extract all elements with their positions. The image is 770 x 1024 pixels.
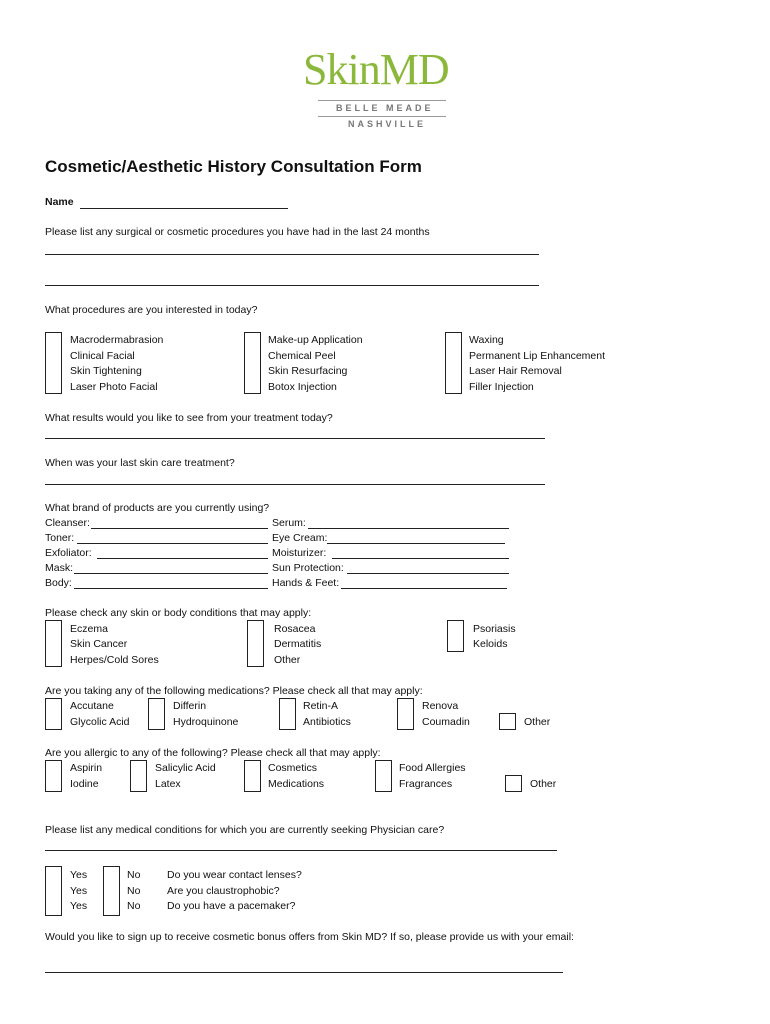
brand-label: Hands & Feet: [272,577,340,589]
medication-option: Hydroquinone [173,716,239,728]
allergy-option: Medications [268,778,325,790]
brand-label: Body: [45,577,72,589]
brand-label: Exfoliator: [45,547,92,559]
name-label: Name [45,196,74,208]
no-label: No [127,869,141,881]
page-title: Cosmetic/Aesthetic History Consultation Form [45,157,422,176]
allergy-option: Latex [155,778,181,790]
brand-field[interactable] [97,558,268,559]
condition-option: Dermatitis [274,638,322,650]
brand-field[interactable] [341,588,507,589]
brand-field[interactable] [91,528,268,529]
allergies-col3-checkbox[interactable] [244,760,261,792]
brand-field[interactable] [74,573,268,574]
brand-field[interactable] [332,558,509,559]
medication-option: Accutane [70,700,114,712]
brand-field[interactable] [308,528,509,529]
yesno-question: Do you wear contact lenses? [167,869,302,881]
logo: SkinMD [303,45,449,94]
conditions-col1-checkbox[interactable] [45,620,62,667]
allergies-col2-checkbox[interactable] [130,760,147,792]
procedure-option: Skin Tightening [70,365,142,377]
results-line[interactable] [45,438,545,439]
brand-label: Sun Protection: [272,562,344,574]
brand-label: Serum: [272,517,306,529]
medications-other-checkbox[interactable] [499,713,516,730]
allergy-option: Iodine [70,778,99,790]
procedures-24-line-2[interactable] [45,285,539,286]
brand-label: Toner: [45,532,75,544]
allergy-option: Salicylic Acid [155,762,216,774]
condition-option: Rosacea [274,623,316,635]
allergies-other-checkbox[interactable] [505,775,522,792]
conditions-col3-checkbox[interactable] [447,620,464,652]
medication-option: Differin [173,700,207,712]
conditions-col2-checkbox[interactable] [247,620,264,667]
procedure-option: Filler Injection [469,381,534,393]
brand-label: Eye Cream: [272,532,328,544]
procedure-option: Clinical Facial [70,350,135,362]
procedure-option: Make-up Application [268,334,363,346]
brand-label: Cleanser: [45,517,90,529]
logo-divider-top [318,100,446,101]
question-medications: Are you taking any of the following medications? Please check all that may apply: [45,685,423,697]
question-email: Would you like to sign up to receive cosmetic bonus offers from Skin MD? If so, please provide us with your email: [45,931,574,943]
question-results: What results would you like to see from your treatment today? [45,412,333,424]
medication-option: Glycolic Acid [70,716,130,728]
procedure-option: Laser Photo Facial [70,381,158,393]
question-procedures-24: Please list any surgical or cosmetic procedures you have had in the last 24 months [45,226,430,238]
procedures-col1-checkbox[interactable] [45,332,62,394]
medication-other-label: Other [524,716,551,728]
brand-field[interactable] [77,543,268,544]
brand-field[interactable] [74,588,268,589]
medications-col3-checkbox[interactable] [279,698,296,730]
question-allergic: Are you allergic to any of the following? Please check all that may apply: [45,747,381,759]
medication-option: Antibiotics [303,716,351,728]
procedure-option: Skin Resurfacing [268,365,348,377]
procedure-option: Chemical Peel [268,350,336,362]
allergy-option: Food Allergies [399,762,466,774]
last-treatment-line[interactable] [45,484,545,485]
allergy-option: Aspirin [70,762,103,774]
email-line[interactable] [45,972,563,973]
allergies-col1-checkbox[interactable] [45,760,62,792]
condition-option: Other [274,654,301,666]
condition-option: Eczema [70,623,108,635]
brand-label: Mask: [45,562,74,574]
no-label: No [127,900,141,912]
condition-option: Psoriasis [473,623,516,635]
allergies-col4-checkbox[interactable] [375,760,392,792]
condition-option: Keloids [473,638,508,650]
name-field[interactable] [80,208,288,209]
brand-label: Moisturizer: [272,547,327,559]
allergy-option: Fragrances [399,778,453,790]
yes-label: Yes [70,900,88,912]
procedure-option: Laser Hair Removal [469,365,562,377]
question-interested: What procedures are you interested in today? [45,304,258,316]
procedures-col2-checkbox[interactable] [244,332,261,394]
question-last-treatment: When was your last skin care treatment? [45,457,235,469]
yes-label: Yes [70,885,88,897]
question-conditions: Please check any skin or body conditions that may apply: [45,607,312,619]
question-brand: What brand of products are you currently using? [45,502,270,514]
allergy-other-label: Other [530,778,557,790]
procedure-option: Permanent Lip Enhancement [469,350,606,362]
logo-divider-mid [318,116,446,117]
medical-line[interactable] [45,850,557,851]
procedure-option: Macrodermabrasion [70,334,164,346]
procedure-option: Botox Injection [268,381,337,393]
brand-field[interactable] [347,573,509,574]
yesno-question: Are you claustrophobic? [167,885,280,897]
procedure-option: Waxing [469,334,504,346]
medications-col2-checkbox[interactable] [148,698,165,730]
medication-option: Renova [422,700,459,712]
no-label: No [127,885,141,897]
procedures-24-line-1[interactable] [45,254,539,255]
yes-label: Yes [70,869,88,881]
medication-option: Coumadin [422,716,470,728]
medications-col4-checkbox[interactable] [397,698,414,730]
condition-option: Herpes/Cold Sores [70,654,159,666]
allergy-option: Cosmetics [268,762,318,774]
procedures-col3-checkbox[interactable] [445,332,462,394]
brand-field[interactable] [327,543,505,544]
yesno-question: Do you have a pacemaker? [167,900,296,912]
logo-line1: BELLE MEADE [336,103,434,113]
yes-checkbox-column[interactable] [45,866,62,916]
medication-option: Retin-A [303,700,339,712]
question-medical: Please list any medical conditions for which you are currently seeking Physician care? [45,824,445,836]
condition-option: Skin Cancer [70,638,128,650]
no-checkbox-column[interactable] [103,866,120,916]
logo-line2: NASHVILLE [348,119,427,129]
medications-col1-checkbox[interactable] [45,698,62,730]
